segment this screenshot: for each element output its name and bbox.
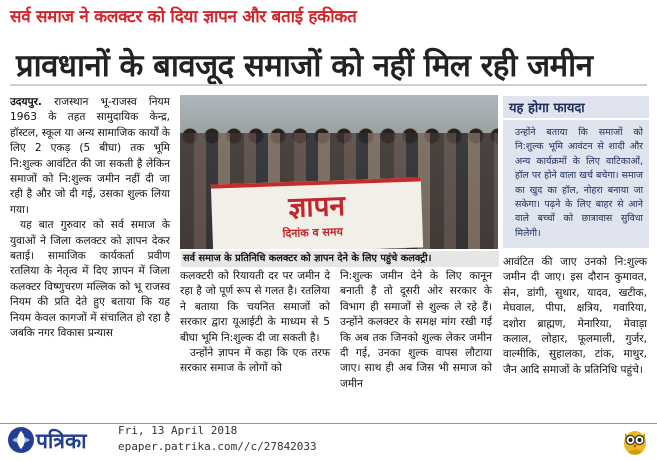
article-column-3	[340, 269, 492, 392]
article-column-1	[10, 95, 170, 342]
owl-mascot-icon	[622, 426, 648, 456]
main-headline: प्रावधानों के बावजूद समाजों को नहीं मिल रही जमीन	[16, 48, 593, 84]
epaper-url[interactable]: epaper.patrika.com//c/27842033	[118, 440, 317, 453]
footer-divider	[0, 423, 657, 424]
benefit-sidebar	[503, 96, 649, 248]
banner-subtitle: दिनांक व समय	[282, 225, 344, 241]
news-photo	[180, 95, 498, 249]
sidebar-text: उन्होंने बताया कि समाजों को नि:शुल्क भूमि आवंटन से शादी और अन्य कार्यक्रमों के लिए वाटिकाओं, हॉल पर होने वाला खर्च बचेगा। समाज का खुद का हॉल, नोहरा बनाया जा सकेगा। पढ़ने के लिए बाहर से आने वाले बच्चों को छात्रावास सुविधा मिलेगी।	[515, 127, 643, 239]
banner-title: ज्ञापन	[287, 189, 346, 224]
sidebar-divider	[503, 118, 649, 120]
edition-date: Fri, 13 April 2018	[118, 424, 238, 437]
patrika-logo-icon	[8, 427, 34, 453]
photo-caption: सर्व समाज के प्रतिनिधि कलक्टर को ज्ञापन देने के लिए पहुंचे कलक्ट्री।	[181, 251, 499, 267]
article-paragraph	[10, 95, 170, 218]
kicker-headline: सर्व समाज ने कलक्टर को दिया ज्ञापन और बताई हकीकत	[10, 7, 357, 27]
memorandum-banner	[211, 177, 423, 249]
headline-divider	[10, 84, 647, 86]
article-paragraph: उन्होंने ज्ञापन में कहा कि एक तरफ सरकार समाज के लोगों को	[180, 347, 330, 375]
article-column-4	[503, 255, 647, 378]
article-paragraph: कलक्टरी को रियायती दर पर जमीन दे रहा है जो पूर्ण रूप से गलत है। रतलिया ने बताया कि चयनित समाजों को सरकार द्वारा यूआईटी के माध्यम से 5 बीघा भूमि नि:शुल्क दी जा सकती है।	[180, 270, 330, 344]
article-paragraph: नि:शुल्क जमीन देने के लिए कानून बनाती है तो दूसरी ओर सरकार के विभाग ही समाजों से शुल्क ले रहे हैं। उन्होंने कलक्टर के समक्ष मांग रखी गई कि अब तक जिनको शुल्क लेकर जमीन दी गई, उनका शुल्क वापस लौटाया जाए। साथ ही अब जिस भी समाज को जमीन	[340, 270, 492, 390]
patrika-logo-text: पत्रिका	[36, 429, 87, 453]
article-paragraph: यह बात गुरुवार को सर्व समाज के युवाओं ने जिला कलक्टर को ज्ञापन देकर बताई। सामाजिक कार्यकर्ता प्रवीण रतलिया के नेतृत्व में दिए ज्ञापन में जिला कलक्टर विष्णुचरण मल्लिक को भू राजस्व नियम की प्रति देते हुए बताया कि यह नियम केवल कागजों में संचालित हो रहा है जबकि नगर विकास प्रन्यास	[10, 219, 170, 340]
dateline: उदयपुर.	[10, 96, 42, 108]
paragraph-text: राजस्थान भू-राजस्व नियम 1963 के तहत सामुदायिक केन्द्र, हॉस्टल, स्कूल या अन्य सामाजिक कार्यों के लिए 2 एकड़ (5 बीघा) तक भूमि नि:शुल्क आवंटित की जा सकती है लेकिन समाजों को नि:शुल्क जमीन नहीं दी जा रही है और जो दी गई, उसका शुल्क लिया गया।	[10, 96, 171, 216]
article-paragraph: आवंटित की जाए उनको नि:शुल्क जमीन दी जाए। इस दौरान कुमावत, सेन, डांगी, सुथार, यादव, खटीक, मेघवाल, पीपा, क्षत्रिय, गवारिया, दशोरा ब्राह्मण, मेनारिया, मेवाड़ा कलाल, लोहार, फूलमाली, गुर्जर, वाल्मीकि, सुहालका, टांक, माथुर, जैन आदि समाजों के प्रतिनिधि पहुंचे।	[503, 256, 647, 376]
sidebar-title: यह होगा फायदा	[509, 101, 585, 116]
article-column-2	[180, 269, 330, 377]
